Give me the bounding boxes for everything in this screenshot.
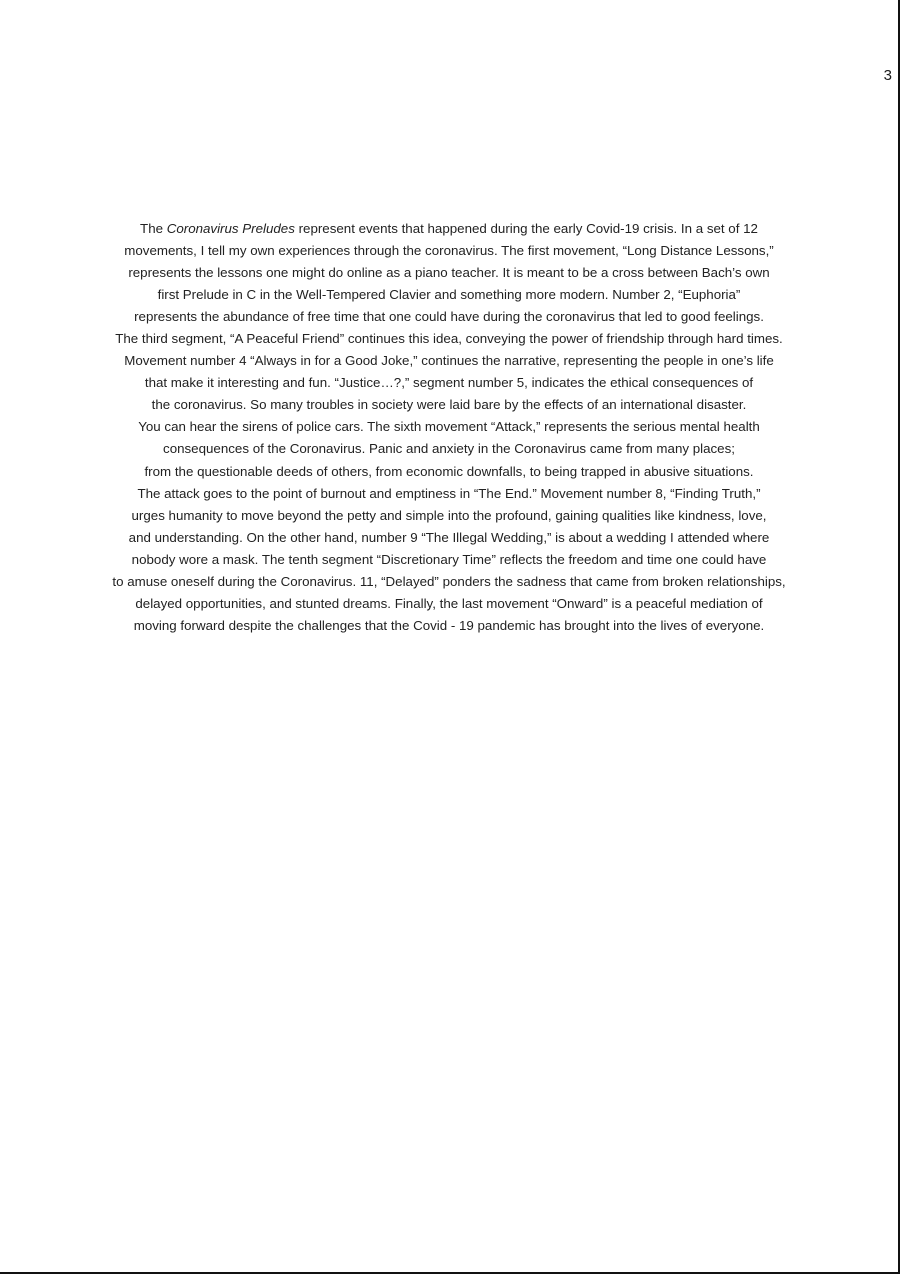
text-line: You can hear the sirens of police cars. The sixth movement “Attack,” represents the serious mental health (138, 419, 760, 435)
text-line: Movement number 4 “Always in for a Good Joke,” continues the narrative, representing the people in one’s life (124, 353, 774, 369)
body-paragraph (0, 218, 898, 637)
text-line: movements, I tell my own experiences through the coronavirus. The first movement, “Long Distance Lessons,” (124, 243, 774, 259)
line-text: represent events that happened during the early Covid-19 crisis. In a set of 12 (294, 221, 758, 236)
text-line: and understanding. On the other hand, number 9 “The Illegal Wedding,” is about a wedding I attended where (128, 529, 770, 545)
text-line: The attack goes to the point of burnout and emptiness in “The End.” Movement number 8, “Finding Truth,” (137, 485, 761, 501)
text-line: to amuse oneself during the Coronavirus. 11, “Delayed” ponders the sadness that came from broken relationships, (112, 573, 786, 589)
text-line: from the questionable deeds of others, from economic downfalls, to being trapped in abusive situations. (144, 463, 754, 479)
text-line: that make it interesting and fun. “Justice…?,” segment number 5, indicates the ethical consequences of (144, 375, 754, 391)
text-line: the coronavirus. So many troubles in society were laid bare by the effects of an international disaster. (151, 397, 747, 413)
text-line: The third segment, “A Peaceful Friend” continues this idea, conveying the power of friendship through hard times. (115, 331, 783, 347)
text-line: first Prelude in C in the Well-Tempered Clavier and something more modern. Number 2, “Euphoria” (157, 287, 741, 303)
text-line: urges humanity to move beyond the petty and simple into the profound, gaining qualities like kindness, love, (131, 507, 767, 523)
work-title: Coronavirus Preludes (166, 221, 295, 236)
text-line: consequences of the Coronavirus. Panic and anxiety in the Coronavirus came from many places; (163, 441, 735, 457)
text-line: nobody wore a mask. The tenth segment “Discretionary Time” reflects the freedom and time one could have (131, 551, 767, 567)
text-line: delayed opportunities, and stunted dreams. Finally, the last movement “Onward” is a peaceful mediation of (135, 595, 763, 611)
text-line: moving forward despite the challenges that the Covid - 19 pandemic has brought into the lives of everyone. (133, 617, 765, 633)
page-number: 3 (883, 67, 892, 84)
line-text: The (140, 221, 167, 236)
text-line (0, 218, 898, 240)
text-line: represents the abundance of free time that one could have during the coronavirus that led to good feelings. (134, 309, 764, 325)
text-line: represents the lessons one might do online as a piano teacher. It is meant to be a cross between Bach’s own (128, 265, 770, 281)
